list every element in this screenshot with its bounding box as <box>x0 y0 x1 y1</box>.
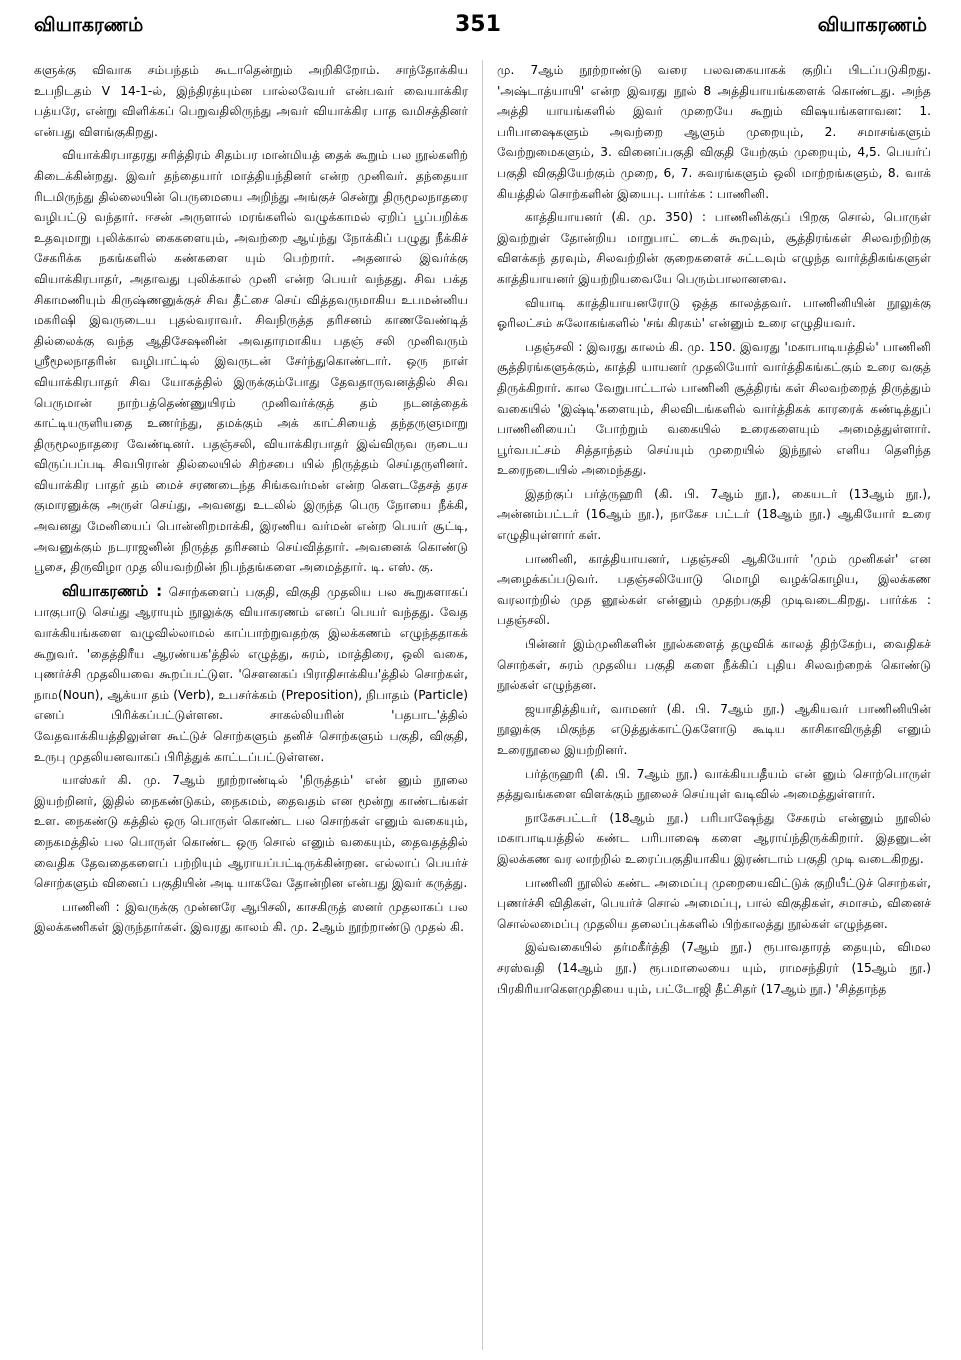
paragraph: பதஞ்சலி : இவரது காலம் கி. மு. 150. இவரது 'மகாபாடியத்தில்' பாணினி சூத்திரங்களுக்கும், காத்தி யாயனர் முதலியோர் வார்த்திகங்கட்கும் உரை வகுத் திருக்கிறார். கால வேறுபாட்டால் பாணினி சூத்திரங் கள் சிலவற்றைத் திருத்தும் வகையில் 'இஷ்டி'களையும், சிலவிடங்களில் வார்த்திகக் காரரைக் கண்டித்துப் பாணினியைப் போற்றும் வகையில் உரைகளையும் அமைத்துள்ளார். பூர்வபட்சம் சித்தாந்தம் செய்யும் முறையில் இந்நூல் எளிய தெளிந்த உரைநடையில் அமைந்தது. <box>497 339 931 478</box>
left-column <box>34 60 468 1350</box>
running-head-right: வியாகரணம் <box>817 14 927 36</box>
paragraph: வியாக்கிரபாதரது சரித்திரம் சிதம்பர மான்மியத் தைக் கூறும் பல நூல்களிற் கிடைக்கின்றது. இவர் தந்தையார் மாத்தியந்தினர் என்ற முனிவர். தந்தையா ரிடமிருந்து தில்லையின் பெருமையை அறிந்து அங்குச் சென்று திருமூலநாதரை வழிபட்டு வந்தார். ஈசன் அருளால் மரங்களில் வழுக்காமல் ஏறிப் பூப்பறிக்க உதவுமாறு புலிக்கால் கைகளையும், அவற்றை ஆய்ந்து நோக்கிப் பழுது நீக்கிச் சேகரிக்க நகங்களில் கண்களை யும் பெற்றார். அதனால் இவர்க்கு வியாக்கிரபாதர், அதாவது புலிக்கால் முனி என்ற பெயர் வந்தது. சிவ பக்த சிகாமணியும் கிருஷ்ணனுக்குச் சிவ தீட்சை செய் வித்தவருமாகிய உபமன்னிய மகரிஷி இவருடைய புதல்வராவர். சிவநிருத்த தரிசனம் காணவேண்டித் தில்லைக்கு வந்த ஆதிசேஷனின் அவதாரமாகிய பதஞ் சலி முனிவரும் ஸ்ரீமூலநாதரின் வழிபாட்டில் இவருடன் சேர்ந்துகொண்டார். ஒரு நாள் வியாக்கிரபாதர் சிவ யோகத்தில் இருக்கும்போது தேவதாருவனத்தில் சிவ பெருமான் நாற்பத்தெண்ணுயிரம் முனிவர்க்குத் தம் நடனத்தைக் காட்டியருளியதை உணர்ந்து, தமக்கும் அக் காட்சியைத் தந்தருளுமாறு திருமூலநாதரை வேண்டினர். பதஞ்சலி, வியாக்கிரபாதர் இவ்விருவ ருடைய விருப்பப்படி சிவபிரான் தில்லையில் சிற்சபை யில் நிருத்தம் செய்தருளினர். வியாக்கிர பாதர் தம் மைச் சரணடைந்த சிங்கவர்மன் என்ற கௌடதேசத் தரச குமாரனுக்கு அருள் செய்து, அவனது உடலில் இருந்த பெரு நோயை நீக்கி, அவனது மேனியைப் பொன்னிறமாக்கி, இரணிய வர்மன் என்ற பெயர் சூட்டி, அவனுக்கும் நடராஜனின் நிருத்த தரிசனம் செய்வித்தார். அவனைக் கொண்டு பூசை, திருவிழா முத லியவற்றின் நிபந்தங்களை அமைத்தார். டி. எஸ். கு. <box>34 148 468 575</box>
paragraph: இவ்வகையில் தர்மகீர்த்தி (7ஆம் நூ.) ரூபாவதாரத் தையும், விமல சரஸ்வதி (14ஆம் நூ.) ரூபமாலையை யும், ராமசந்திரர் (15ஆம் நூ.) பிரகிரியாகௌமுதியை யும், பட்டோஜி தீட்சிதர் (17ஆம் நூ.) 'சித்தாந்த <box>497 940 931 996</box>
entry-text: சொற்களைப் பகுதி, விகுதி முதலிய பல கூறுகளாகப் பாகுபாடு செய்து ஆராயும் நூலுக்கு வியாகரணம் எனப் பெயர் வந்தது. வேத வாக்கியங்களை வழுவில்லாமல் காப்பாற்றுவதற்கு இலக்கணம் எழுந்ததாகக் கூறுவர். 'தைத்திரீய ஆரண்யக'த்தில் எழுத்து, சுரம், மாத்திரை, ஒலி வகை, புணர்ச்சி முதலியவை கூறப்பட்டுள. 'சௌனகப் பிராதிசாக்கிய'த்தில் சொற்கள், நாம(Noun), ஆக்யா தம் (Verb), உபசர்க்கம் (Preposition), நிபாதம் (Particle) எனப் பிரிக்கப்பட்டுள்ளன. சாகல்லியரின் 'பதபாட'த்தில் வேதவாக்கியத்திலுள்ள கூட்டுச் சொற்களும் தனிச் சொற்களும் பகுதி, விகுதி, உருபு முதலியனவாகப் பிரித்துக் காட்டப்பட்டுள்ளன. <box>34 584 468 764</box>
paragraph: பாணினி நூலில் கண்ட அமைப்பு முறையைவிட்டுக் குறியீட்டுச் சொற்கள், புணர்ச்சி விதிகள், பெயர்ச் சொல் அமைப்பு, பால் விகுதிகள், சமாசம், வினைச் சொல்லமைப்பு முதலிய தலைப்புக்களில் பிற்காலத்து நூல்கள் எழுந்தன. <box>497 875 931 931</box>
paragraph: பின்னர் இம்முனிகளின் நூல்களைத் தழுவிக் காலத் திற்கேற்ப, வைதிகச் சொற்கள், சுரம் முதலிய பகுதி களை நீக்கிப் புதிய சிலவற்றைக் கொண்டு நூல்கள் எழுந்தன. <box>497 637 931 693</box>
paragraph: இதற்குப் பர்த்ருஹரி (கி. பி. 7ஆம் நூ.), கையடர் (13ஆம் நூ.), அன்னம்பட்டர் (16ஆம் நூ.), நாகேச பட்டர் (18ஆம் நூ.) ஆகியோர் உரை எழுதியுள்ளார் கள். <box>497 486 931 543</box>
running-head-left: வியாகரணம் <box>34 14 144 36</box>
paragraph: வியாடி காத்தியாயனரோடு ஒத்த காலத்தவர். பாணினியின் நூலுக்கு ஓரிலட்சம் சுலோகங்களில் 'சங் கிரகம்' என்னும் உரை எழுதியவர். <box>497 295 931 331</box>
paragraph: ஜயாதித்தியர், வாமனர் (கி. பி. 7ஆம் நூ.) ஆகியவர் பாணினியின் நூலுக்கு மிகுந்த எடுத்துக்காட்டுகளோடு கூடிய காசிகாவிருத்தி எனும் உரைநூலை இயற்றினர். <box>497 701 931 757</box>
column-divider <box>482 60 483 1350</box>
paragraph: பாணினி : இவருக்கு முன்னரே ஆபிசலி, காசகிருத் ஸனர் முதலாகப் பல இலக்கணிகள் இருந்தார்கள். இவரது காலம் கி. மு. 2ஆம் நூற்றாண்டு முதல் கி. <box>34 899 468 935</box>
page-header <box>0 0 961 50</box>
entry-paragraph <box>34 581 468 767</box>
paragraph: மு. 7ஆம் நூற்றாண்டு வரை பலவகையாகக் குறிப் பிடப்படுகிறது. 'அஷ்டாத்யாயி' என்ற இவரது நூல் 8 அத்தியாயங்களைக் கொண்டது. அந்த அத்தி யாயங்களில் இவர் முறையே கூறும் விஷயங்களாவன: 1. பரிபாஷைகளும் அவற்றை ஆளும் முறையும், 2. சமாசங்களும் வேற்றுமைகளும், 3. வினைப்பகுதி விகுதி யேற்கும் முறையும், 4,5. பெயர்ப் பகுதி விகுதியேற்கும் முறை, 6, 7. சுவரங்களும் ஒலி மாற்றங்களும், 8. வாக் கியத்தில் சொற்களின் இயைபு. பார்க்க : பாணினி. <box>497 63 931 201</box>
paragraph: காத்தியாயனர் (கி. மு. 350) : பாணினிக்குப் பிறகு சொல், பொருள் இவற்றுள் தோன்றிய மாறுபாட் டைக் கூறவும், சூத்திரங்கள் சிலவற்றிற்கு விளக்கந் தரவும், சிலவற்றின் குறைகளைச் சுட்டவும் எழுந்த வார்த்திகங்களுள் காத்தியாயனர் இயற்றியவையே பெரும்பாலானவை. <box>497 210 931 286</box>
paragraph: நாகேசபட்டர் (18ஆம் நூ.) பரிபாஷேந்து சேகரம் என்னும் நூலில் மகாபாடியத்தில் கண்ட பரிபாஷை களை ஆராய்ந்திருக்கிறார். இதனுடன் இலக்கண வர லாற்றில் உரைப்பகுதியாகிய இரண்டாம் பகுதி முடி வடைகிறது. <box>497 810 931 866</box>
paragraph: பாணினி, காத்தியாயனர், பதஞ்சலி ஆகியோர் 'மும் முனிகள்' என அழைக்கப்படுவர். பதஞ்சலியோடு மொழி வழக்கொழிய, இலக்கண வரலாற்றில் முத னூல்கள் என்னும் முதற்பகுதி முடிவடைகிறது. பார்க்க : பதஞ்சலி. <box>497 551 931 628</box>
entry-heading: வியாகரணம் : <box>62 581 163 600</box>
paragraph: யாஸ்கர் கி. மு. 7ஆம் நூற்றாண்டில் 'நிருத்தம்' என் னும் நூலை இயற்றினர், இதில் நைகண்டுகம், நைகமம், தைவதம் என மூன்று காண்டங்கள் உள. நைகண்டு கத்தில் ஒரு பொருள் கொண்ட பல சொற்கள் எனும் வகையும், நைகமத்தில் பல பொருள் கொண்ட ஒரு சொல் எனும் வகையும், தைவதத்தில் வைதிக தேவதைகளைப் பற்றியும் ஆராயப்பட்டிருக்கின்றன. எல்லாப் பெயர்ச் சொற்களும் வினைப் பகுதியின் அடி யாகவே தோன்றின என்பது இவர் கருத்து. <box>34 773 468 891</box>
paragraph: பர்த்ருஹரி (கி. பி. 7ஆம் நூ.) வாக்கியபதீயம் என் னும் சொற்பொருள் தத்துவங்களை விளக்கும் நூலைச் செய்யுள் வடிவில் அமைத்துள்ளார். <box>497 766 931 802</box>
page-number: 351 <box>455 12 501 37</box>
paragraph: களுக்கு விவாக சம்பந்தம் கூடாதென்றும் அறிகிறோம். சாந்தோக்கிய உபநிடதம் V 14-1-ல், இந்திரத்யும்ன பால்லவேயர் என்பவர் வையாக்கிர பத்யரே, என்று விளிக்கப் பெறுவதிலிருந்து அவர் வியாக்கிர பாத வமிசத்தினர் என்பது விளங்குகிறது. <box>34 63 468 139</box>
right-column <box>497 60 931 1350</box>
